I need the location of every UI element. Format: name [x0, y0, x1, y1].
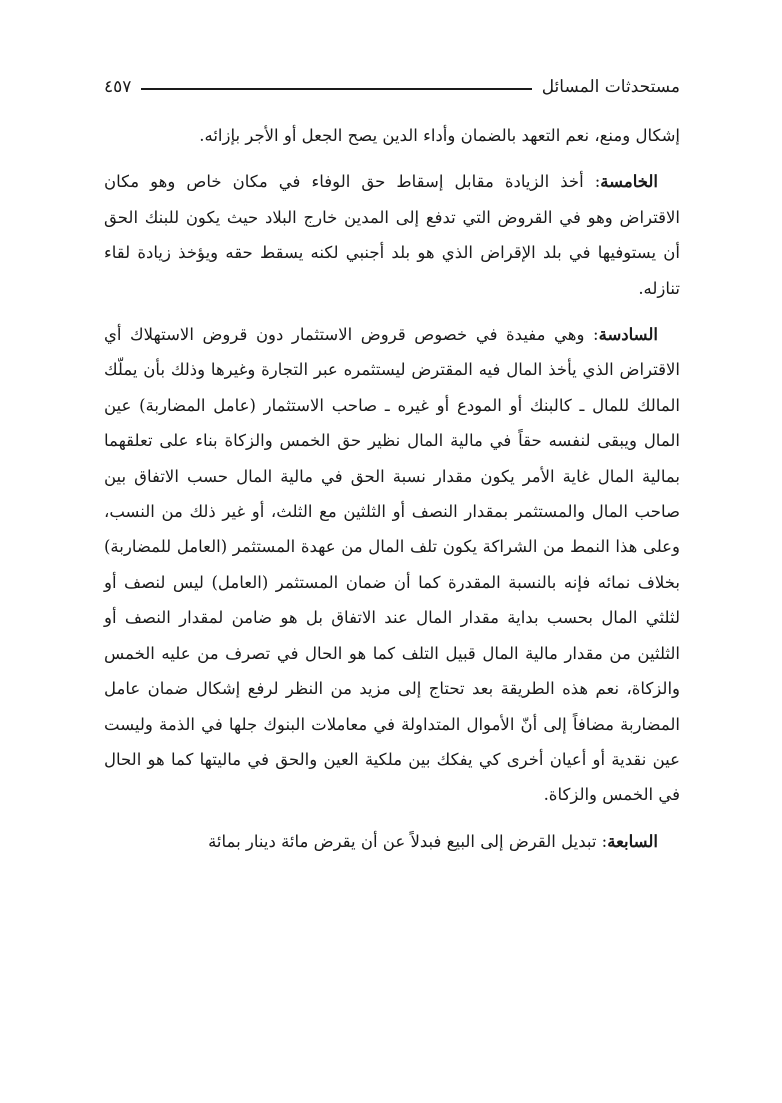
header-rule: [141, 88, 531, 90]
running-header: [104, 72, 680, 102]
paragraph-fifth: [104, 164, 680, 306]
paragraph-lead: السادسة: [598, 325, 658, 345]
paragraph-sixth: [104, 317, 680, 813]
paragraph-lead: الخامسة: [600, 172, 658, 192]
header-title: مستحدثات المسائل: [541, 77, 680, 97]
paragraph-text: : أخذ الزيادة مقابل إسقاط حق الوفاء في مكان خاص وهو مكان الاقتراض وهو في القروض التي تدفع إلى المدين خارج البلاد حيث يكون للبنك الحق أن يستوفيها في بلد الإقراض الذي هو بلد أجنبي لكنه يسقط حقه ويؤخذ زيادة لقاء تنازله.: [104, 172, 680, 298]
paragraph-text: : تبديل القرض إلى البيع فبدلاً عن أن يقرض مائة دينار بمائة: [208, 831, 608, 851]
paragraph-text: : وهي مفيدة في خصوص قروض الاستثمار دون قروض الاستهلاك أي الاقتراض الذي يأخذ المال فيه المقترض ليستثمره عبر التجارة وغيرها وذلك بأن يملّك المالك للمال ـ كالبنك أو المودع أو غيره ـ صاحب الاستثمار (عامل المضاربة) عين المال ويبقى لنفسه حقاً في مالية المال نظير حق الخمس والزكاة بناء على تعلقهما بمالية المال غاية الأمر يكون مقدار نسبة الحق في مالية المال حسب الاتفاق بين صاحب المال والمستثمر بمقدار النصف أو الثلثين مع الثلث، أو غير ذلك من النسب، وعلى هذا النمط من الشراكة يكون تلف المال من عهدة المستثمر (العامل للمضاربة) بخلاف نمائه فإنه بالنسبة المقدرة كما أن ضمان المستثمر (العامل) ليس لنصف أو لثلثي المال بحسب بداية مقدار المال عند الاتفاق بل هو ضامن لمقدار النصف أو الثلثين من مقدار مالية المال قبيل التلف كما هو الحال في تصرف من عليه الخمس والزكاة، نعم هذه الطريقة بعد تحتاج إلى مزيد من النظر لرفع إشكال ضمان عامل المضاربة مضافاً إلى أنّ الأموال المتداولة في معاملات البنوك جلها في الذمة وليست عين نقدية أو أعيان أخرى كي يفكك بين ملكية العين والحق في ماليتها كما هو الحال في الخمس والزكاة.: [104, 325, 680, 805]
paragraph-text: إشكال ومنع، نعم التعهد بالضمان وأداء الدين يصح الجعل أو الأجر بإزائه.: [199, 126, 680, 145]
page-number: ٤٥٧: [104, 77, 132, 97]
page-body: [104, 118, 680, 859]
paragraph-lead: السابعة: [607, 831, 658, 851]
paragraph-continuation: [104, 118, 680, 153]
paragraph-seventh: [104, 824, 680, 859]
